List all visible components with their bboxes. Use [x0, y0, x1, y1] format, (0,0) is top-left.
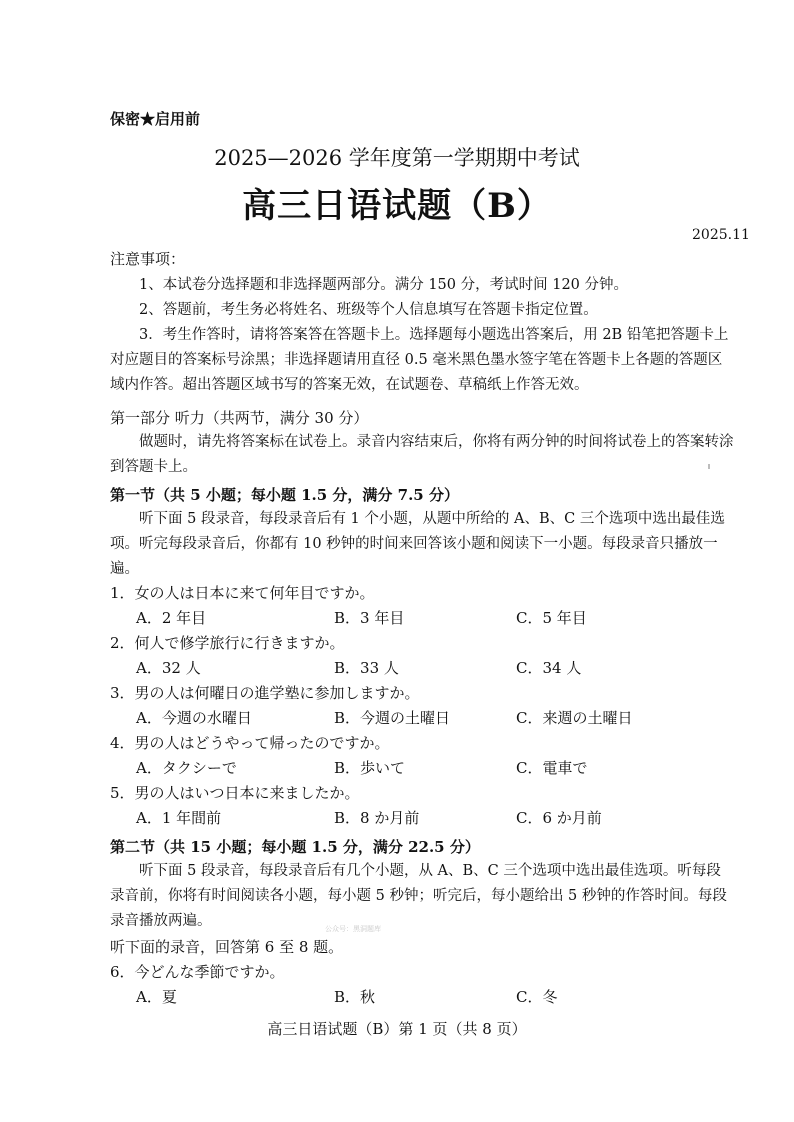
question-3-stem: 3．男の人は何曜日の進学塾に参加しますか。: [110, 684, 420, 702]
question-3-option-b: B．今週の土曜日: [334, 709, 451, 727]
note-item-3: 3．考生作答时，请将答案答在答题卡上。选择题每小题选出答案后，用 2B 铅笔把答题卡上对应题目的答案标号涂黑；非选择题请用直径 0.5 毫米黑色墨水签字笔在答题卡上各题的答题区域内作答。超出答题区域书写的答案无效，在试题卷、草稿纸上作答无效。: [110, 327, 729, 393]
question-1-option-c: C．5 年目: [516, 609, 587, 627]
question-1-options: [136, 607, 736, 629]
question-5-option-a: A．1 年間前: [136, 809, 222, 827]
question-4-options: [136, 757, 736, 779]
question-4-option-c: C．電車で: [516, 759, 588, 777]
question-6-options: [136, 986, 736, 1008]
question-2-stem: 2．何人で修学旅行に行きますか。: [110, 634, 345, 652]
question-5-stem: 5．男の人はいつ日本に来ましたか。: [110, 784, 360, 802]
page-footer: 高三日语试题（B）第 1 页（共 8 页）: [267, 1020, 527, 1038]
confidential-label: 保密★启用前: [110, 110, 201, 128]
question-3-option-a: A．今週の水曜日: [136, 709, 252, 727]
question-2-option-c: C．34 人: [516, 659, 582, 677]
question-4-option-b: B．歩いて: [334, 759, 406, 777]
notes-title: 注意事项：: [110, 250, 186, 268]
watermark: 公众号：黑洞题库: [325, 925, 381, 933]
question-4-stem: 4．男の人はどうやって帰ったのですか。: [110, 734, 390, 752]
question-2-option-a: A．32 人: [136, 659, 201, 677]
question-2-option-b: B．33 人: [334, 659, 399, 677]
note-item-2: 2、答题前，考生务必将姓名、班级等个人信息填写在答题卡指定位置。: [139, 302, 598, 318]
question-1-stem: 1．女の人は日本に来て何年目ですか。: [110, 584, 375, 602]
question-4-option-a: A．タクシーで: [136, 759, 237, 777]
section1-heading: 第一节（共 5 小题；每小题 1.5 分，满分 7.5 分）: [110, 486, 459, 504]
section2-heading: 第二节（共 15 小题；每小题 1.5 分，满分 22.5 分）: [110, 838, 480, 856]
question-6-stem: 6．今どんな季節ですか。: [110, 963, 285, 981]
question-1-option-b: B．3 年目: [334, 609, 405, 627]
section1-instruction: 听下面 5 段录音，每段录音后有 1 个小题，从题中所给的 A、B、C 三个选项中选出最佳选项。听完每段录音后，你都有 10 秒钟的时间来回答该小题和阅读下一小题。每段录音只播放一遍。: [110, 511, 725, 577]
scan-speck: [708, 464, 710, 469]
question-3-option-c: C．来週の土曜日: [516, 709, 633, 727]
question-6-option-b: B．秋: [334, 988, 376, 1006]
question-5-option-c: C．6 か月前: [516, 809, 602, 827]
exam-date: 2025.11: [692, 227, 750, 243]
part1-instruction: 做题时，请先将答案标在试卷上。录音内容结束后，你将有两分钟的时间将试卷上的答案转涂到答题卡上。: [110, 434, 734, 475]
subject-title: 高三日语试题（B）: [242, 186, 552, 226]
exam-title: 2025—2026 学年度第一学期期中考试: [214, 146, 580, 170]
section2-instruction: 听下面 5 段录音，每段录音后有几个小题，从 A、B、C 三个选项中选出最佳选项。听每段录音前，你将有时间阅读各小题，每小题 5 秒钟；听完后，每小题给出 5 秒钟的作答时间。每段录音播放两遍。: [110, 863, 727, 929]
question-1-option-a: A．2 年目: [136, 609, 207, 627]
question-6-option-c: C．冬: [516, 988, 558, 1006]
section2-subheading: 听下面的录音，回答第 6 至 8 题。: [110, 938, 344, 956]
question-6-option-a: A．夏: [136, 988, 177, 1006]
question-2-options: [136, 657, 736, 679]
note-item-1: 1、本试卷分选择题和非选择题两部分。满分 150 分，考试时间 120 分钟。: [139, 277, 629, 293]
question-5-options: [136, 807, 736, 829]
part1-heading: 第一部分 听力（共两节，满分 30 分）: [110, 409, 369, 427]
question-3-options: [136, 707, 736, 729]
question-5-option-b: B．8 か月前: [334, 809, 420, 827]
